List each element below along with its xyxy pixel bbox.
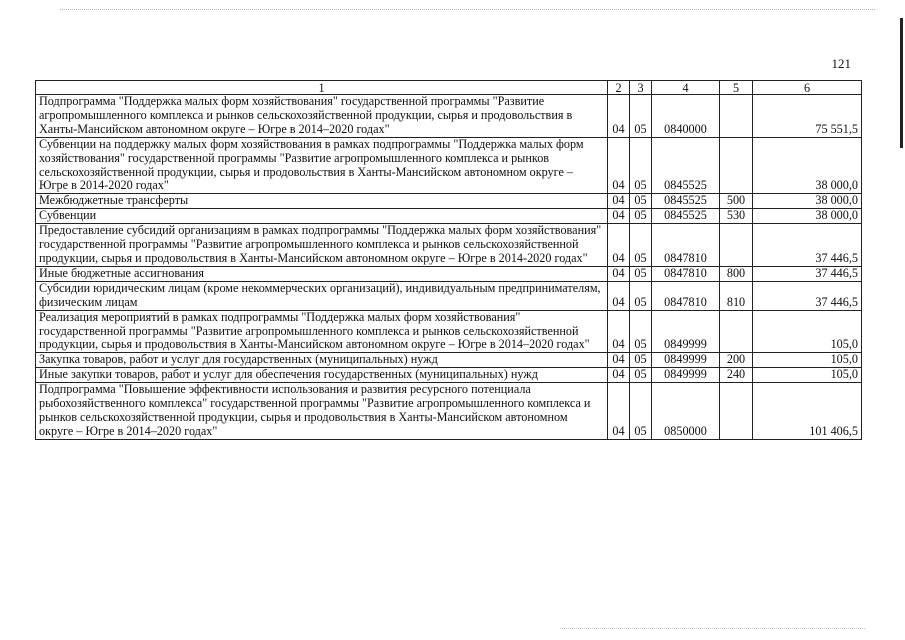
row-section: 04	[608, 137, 630, 194]
row-amount: 75 551,5	[753, 95, 862, 138]
row-section: 04	[608, 95, 630, 138]
row-name: Закупка товаров, работ и услуг для государственных (муниципальных) нужд	[36, 353, 608, 368]
row-subsection: 05	[630, 368, 652, 383]
row-name: Иные бюджетные ассигнования	[36, 266, 608, 281]
row-section: 04	[608, 224, 630, 267]
row-amount: 38 000,0	[753, 209, 862, 224]
row-amount: 101 406,5	[753, 383, 862, 440]
table-row	[36, 368, 862, 383]
row-subsection: 05	[630, 353, 652, 368]
table-row	[36, 383, 862, 440]
row-target-code: 0845525	[652, 137, 720, 194]
row-amount: 105,0	[753, 368, 862, 383]
row-expense-type: 200	[720, 353, 753, 368]
row-section: 04	[608, 266, 630, 281]
row-target-code: 0840000	[652, 95, 720, 138]
row-expense-type: 800	[720, 266, 753, 281]
row-amount: 105,0	[753, 353, 862, 368]
table-row	[36, 137, 862, 194]
row-expense-type: 810	[720, 281, 753, 310]
column-header-section: 2	[608, 81, 630, 95]
row-subsection: 05	[630, 310, 652, 353]
row-target-code: 0847810	[652, 266, 720, 281]
row-target-code: 0849999	[652, 310, 720, 353]
row-name: Субвенции	[36, 209, 608, 224]
row-section: 04	[608, 194, 630, 209]
row-section: 04	[608, 209, 630, 224]
column-header-expense-type: 5	[720, 81, 753, 95]
column-header-subsection: 3	[630, 81, 652, 95]
table-row	[36, 266, 862, 281]
column-header-name: 1	[36, 81, 608, 95]
row-amount: 37 446,5	[753, 281, 862, 310]
row-expense-type	[720, 310, 753, 353]
row-target-code: 0849999	[652, 353, 720, 368]
row-expense-type	[720, 383, 753, 440]
row-section: 04	[608, 310, 630, 353]
row-amount: 38 000,0	[753, 137, 862, 194]
table-row	[36, 353, 862, 368]
budget-table	[35, 80, 862, 440]
table-header-row	[36, 81, 862, 95]
row-name: Подпрограмма "Повышение эффективности использования и развития ресурсного потенциала рыбохозяйственного комплекса" государственной программы "Развитие агропромышленного комплекса и рынков сельскохозяйственной продукции, сырья и продовольствия в Ханты-Мансийском автономном округе – Югре в 2014–2020 годах"	[36, 383, 608, 440]
row-expense-type	[720, 137, 753, 194]
row-name: Субсидии юридическим лицам (кроме некоммерческих организаций), индивидуальным предпринимателям, физическим лицам	[36, 281, 608, 310]
row-expense-type: 530	[720, 209, 753, 224]
row-amount: 38 000,0	[753, 194, 862, 209]
row-section: 04	[608, 383, 630, 440]
row-section: 04	[608, 281, 630, 310]
row-subsection: 05	[630, 137, 652, 194]
row-subsection: 05	[630, 281, 652, 310]
row-target-code: 0849999	[652, 368, 720, 383]
row-target-code: 0847810	[652, 224, 720, 267]
row-subsection: 05	[630, 95, 652, 138]
row-name: Реализация мероприятий в рамках подпрограммы "Поддержка малых форм хозяйствования" государственной программы "Развитие агропромышленного комплекса и рынков сельскохозяйственной продукции, сырья и продовольствия в Ханты-Мансийском автономном округе – Югре в 2014–2020 годах"	[36, 310, 608, 353]
row-section: 04	[608, 368, 630, 383]
row-expense-type: 500	[720, 194, 753, 209]
table-row	[36, 194, 862, 209]
row-amount: 37 446,5	[753, 266, 862, 281]
row-subsection: 05	[630, 383, 652, 440]
row-name: Иные закупки товаров, работ и услуг для обеспечения государственных (муниципальных) нужд	[36, 368, 608, 383]
scan-edge-mark	[900, 18, 903, 148]
row-section: 04	[608, 353, 630, 368]
table-row	[36, 224, 862, 267]
table-row	[36, 310, 862, 353]
page-number: 121	[831, 56, 851, 71]
row-amount: 37 446,5	[753, 224, 862, 267]
row-target-code: 0850000	[652, 383, 720, 440]
row-subsection: 05	[630, 224, 652, 267]
table-row	[36, 95, 862, 138]
row-subsection: 05	[630, 194, 652, 209]
row-expense-type	[720, 224, 753, 267]
row-expense-type: 240	[720, 368, 753, 383]
row-name: Субвенции на поддержку малых форм хозяйствования в рамках подпрограммы "Поддержка малых форм хозяйствования" государственной программы "Развитие агропромышленного комплекса и рынков сельскохозяйственной продукции, сырья и продовольствия в Ханты-Мансийском автономном округе – Югре в 2014-2020 годах"	[36, 137, 608, 194]
row-target-code: 0847810	[652, 281, 720, 310]
row-amount: 105,0	[753, 310, 862, 353]
scan-artifact-bottom	[560, 628, 865, 630]
row-name: Предоставление субсидий организациям в рамках подпрограммы "Поддержка малых форм хозяйствования" государственной программы "Развитие агропромышленного комплекса и рынков сельскохозяйственной продукции, сырья и продовольствия в Ханты-Мансийском автономном округе – Югре в 2014-2020 годах"	[36, 224, 608, 267]
column-header-target-code: 4	[652, 81, 720, 95]
row-target-code: 0845525	[652, 209, 720, 224]
row-subsection: 05	[630, 266, 652, 281]
row-name: Подпрограмма "Поддержка малых форм хозяйствования" государственной программы "Развитие агропромышленного комплекса и рынков сельскохозяйственной продукции, сырья и продовольствия в Ханты-Мансийском автономном округе – Югре в 2014–2020 годах"	[36, 95, 608, 138]
table-row	[36, 281, 862, 310]
column-header-amount: 6	[753, 81, 862, 95]
table-row	[36, 209, 862, 224]
row-expense-type	[720, 95, 753, 138]
row-name: Межбюджетные трансферты	[36, 194, 608, 209]
scan-artifact-top	[60, 9, 875, 11]
row-subsection: 05	[630, 209, 652, 224]
row-target-code: 0845525	[652, 194, 720, 209]
